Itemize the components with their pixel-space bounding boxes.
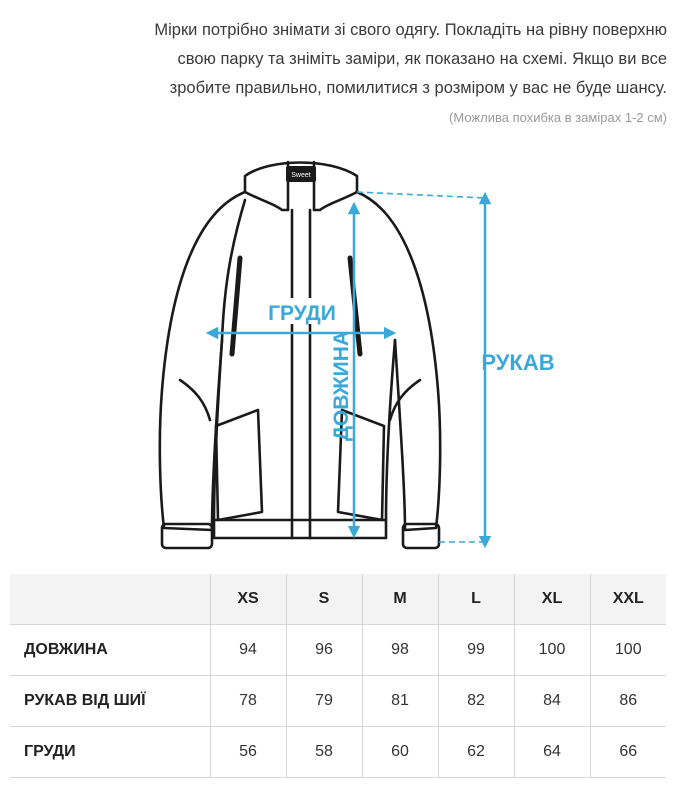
table-cell: 100 <box>514 625 590 676</box>
table-cell: 94 <box>210 625 286 676</box>
table-cell: 86 <box>590 676 666 727</box>
intro-line-2: свою парку та зніміть заміри, як показано на схемі. Якщо ви все <box>177 50 667 68</box>
measurement-error-note: (Можлива похибка в замірах 1-2 см) <box>449 110 667 125</box>
table-cell: 60 <box>362 727 438 778</box>
intro-text <box>27 16 667 103</box>
size-header-xs: XS <box>210 574 286 625</box>
row-label-chest: ГРУДИ <box>10 727 210 778</box>
size-header-xxl: XXL <box>590 574 666 625</box>
table-cell: 78 <box>210 676 286 727</box>
parka-diagram <box>0 140 683 560</box>
table-row <box>10 625 666 676</box>
table-cell: 66 <box>590 727 666 778</box>
table-cell: 62 <box>438 727 514 778</box>
size-header-corner <box>10 574 210 625</box>
size-header-row <box>10 574 666 625</box>
intro-line-1: Мірки потрібно знімати зі свого одягу. Покладіть на рівну поверхню <box>154 21 667 39</box>
size-table <box>10 574 666 778</box>
row-label-length: ДОВЖИНА <box>10 625 210 676</box>
table-cell: 81 <box>362 676 438 727</box>
intro-line-3: зробите правильно, помилитися з розміром у вас не буде шансу. <box>169 79 667 97</box>
table-cell: 100 <box>590 625 666 676</box>
size-header-m: M <box>362 574 438 625</box>
sleeve-label: РУКАВ <box>481 350 555 375</box>
chest-label: ГРУДИ <box>268 302 336 325</box>
length-label: ДОВЖИНА <box>330 330 353 442</box>
table-cell: 58 <box>286 727 362 778</box>
parka-outline <box>160 162 440 548</box>
table-row <box>10 727 666 778</box>
size-header-s: S <box>286 574 362 625</box>
table-cell: 79 <box>286 676 362 727</box>
size-header-xl: XL <box>514 574 590 625</box>
table-cell: 64 <box>514 727 590 778</box>
table-cell: 96 <box>286 625 362 676</box>
row-label-sleeve: РУКАВ ВІД ШИЇ <box>10 676 210 727</box>
table-cell: 99 <box>438 625 514 676</box>
sleeve-guide-top <box>357 192 485 198</box>
size-header-l: L <box>438 574 514 625</box>
table-cell: 98 <box>362 625 438 676</box>
table-row <box>10 676 666 727</box>
table-cell: 56 <box>210 727 286 778</box>
brand-logo-text: Sweet <box>291 172 311 179</box>
table-cell: 84 <box>514 676 590 727</box>
table-cell: 82 <box>438 676 514 727</box>
